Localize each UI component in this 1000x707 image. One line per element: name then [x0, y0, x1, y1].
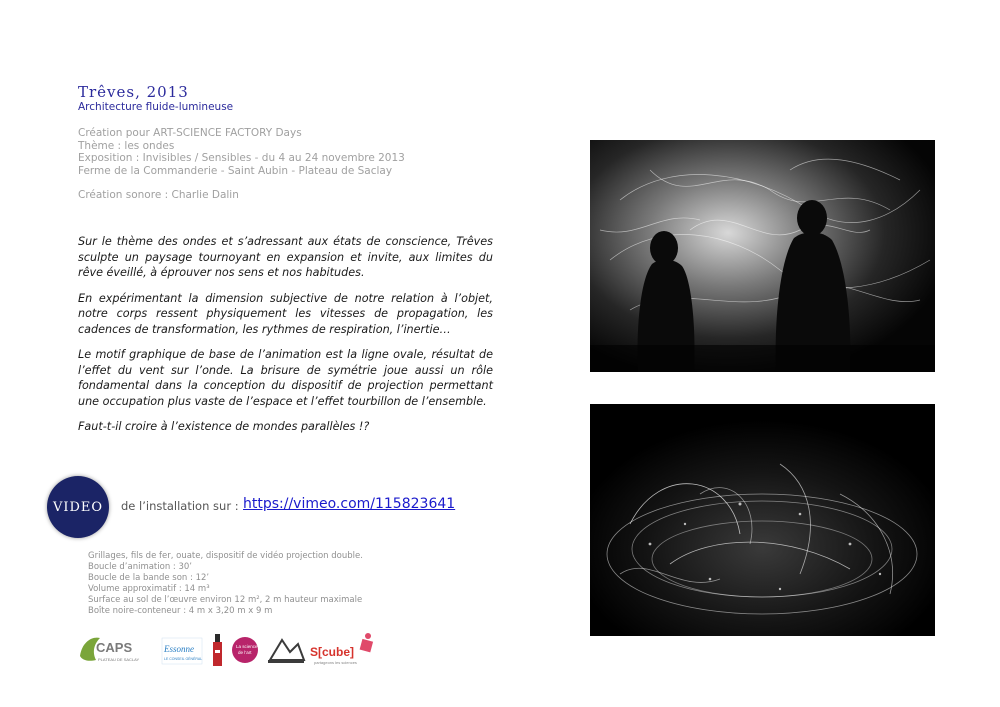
- installation-photo-swirl: [590, 404, 935, 636]
- tower-logo: [213, 634, 222, 666]
- essonne-logo: [162, 638, 202, 664]
- svg-text:CAPS: CAPS: [96, 640, 133, 655]
- svg-text:La science: La science: [236, 644, 258, 649]
- spec-line: Boucle d’animation : 30’: [88, 562, 192, 572]
- spec-line: Surface au sol de l’œuvre environ 12 m², 2 m hauteur maximale: [88, 595, 363, 605]
- caps-logo: [80, 638, 140, 662]
- page-title: Trêves, 2013: [78, 83, 189, 101]
- svg-text:de l’art: de l’art: [238, 650, 252, 655]
- svg-text:partageons les sciences: partageons les sciences: [314, 660, 357, 665]
- partner-logos: [78, 630, 388, 670]
- video-badge[interactable]: VIDEO: [47, 476, 109, 538]
- credit-line: Thème : les ondes: [78, 139, 175, 152]
- spec-line: Volume approximatif : 14 m³: [88, 584, 210, 594]
- installation-photo-silhouettes: [590, 140, 935, 372]
- credit-line: Création pour ART-SCIENCE FACTORY Days: [78, 127, 302, 139]
- spec-line: Boîte noire-conteneur : 4 m x 3,20 m x 9 m: [88, 606, 273, 616]
- scube-logo: [310, 633, 373, 665]
- page-subtitle: Architecture fluide-lumineuse: [78, 101, 234, 113]
- credit-line: Exposition : Invisibles / Sensibles - du 4 au 24 novembre 2013: [78, 152, 405, 164]
- spec-line: Boucle de la bande son : 12’: [88, 573, 210, 583]
- paragraph: En expérimentant la dimension subjective de notre relation à l’objet, notre corps ressent physiquement les vitesses de propagation, les cadences de transformation, les rythmes de respiration, l’inertie…: [78, 291, 493, 336]
- svg-text:S[cube]: S[cube]: [310, 645, 355, 659]
- spec-line: Grillages, fils de fer, ouate, dispositif de vidéo projection double.: [88, 551, 363, 561]
- paragraph: Faut-t-il croire à l’existence de mondes parallèles !?: [78, 420, 370, 433]
- sound-credit: Création sonore : Charlie Dalin: [78, 189, 239, 201]
- credit-line: Ferme de la Commanderie - Saint Aubin - Plateau de Saclay: [78, 164, 393, 177]
- technical-specs: [88, 551, 363, 617]
- science-art-logo: [232, 637, 258, 663]
- svg-text:Essonne: Essonne: [164, 644, 194, 654]
- description-text: [78, 234, 493, 445]
- paragraph: Le motif graphique de base de l’animation est la ligne ovale, résultat de l’effet du vent sur l’onde. La brisure de symétrie joue aussi un rôle fondamental dans la conception du dispositif de projection permettant une occupation plus vaste de l’espace et l’effet tourbillon de l’ensemble.: [78, 348, 493, 408]
- vimeo-link[interactable]: https://vimeo.com/115823641: [243, 496, 456, 512]
- paragraph: Sur le thème des ondes et s’adressant aux états de conscience, Trêves sculpte un paysage tournoyant en expansion et invite, aux limites du rêve éveillé, à éprouver nos sens et nos habitudes.: [78, 235, 493, 279]
- art-science-logo: [268, 640, 304, 663]
- svg-text:PLATEAU DE SACLAY: PLATEAU DE SACLAY: [98, 657, 140, 662]
- credits-block: [78, 127, 405, 177]
- video-caption: de l’installation sur :: [121, 499, 239, 513]
- svg-text:LE CONSEIL GÉNÉRAL: LE CONSEIL GÉNÉRAL: [164, 657, 203, 661]
